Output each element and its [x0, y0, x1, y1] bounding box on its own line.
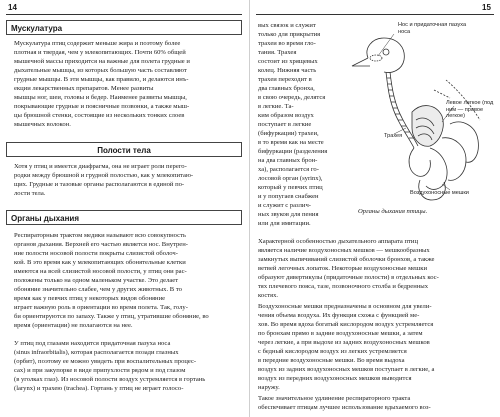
text-line: Характерной особенностью дыхательного аппарата птиц [258, 238, 418, 245]
text-line: екции лекарственных препаратов. Менее развиты [14, 85, 154, 92]
text-line: в передние воздухоносные мешки. Во время выдоха [258, 357, 405, 364]
text-line: состоит из хрящевых [258, 58, 318, 65]
text-line: (larynx) и трахею (trachea). Гортань у птиц не играет голосо- [14, 385, 184, 392]
text-line: образуют дивертикулы (придаточные полости) в отдельных кос- [258, 274, 439, 281]
label-lung: Левое легкое (под ним — правое легкое) [446, 100, 494, 119]
text-line: мышечной массы приходится на важные для полета грудные и [14, 58, 190, 65]
label-nose-sinus: Нос и придаточная пазуха носа [398, 22, 467, 35]
text-line: хов. Во время вдоха богатый кислородом воздух устремляется [258, 321, 434, 328]
text-line: Такое значительное удлинение респираторного тракта [258, 395, 411, 402]
text-line: воздух из задних воздухоносных мешков поступает в легкие, а [258, 366, 435, 373]
text-line: ха), располагается го- [258, 166, 319, 173]
text-line: в то время как на месте [258, 139, 324, 146]
text-line: У птиц под глазами находится придаточная пазуха носа [14, 340, 171, 347]
right-page [250, 0, 500, 417]
text-line: и служит с различ- [258, 202, 311, 209]
text-line: или для имитации. [258, 220, 311, 227]
section-heading-body-cavities: Полости тела [6, 142, 242, 157]
page-number-left: 14 [8, 3, 17, 12]
text-line: который у певчих птиц [258, 184, 323, 191]
text-line: чения объема воздуха. Их функция схожа с функцией ме- [258, 312, 420, 319]
text-line: вых связок и служит [258, 22, 316, 29]
figure-caption: Органы дыхания птицы. [358, 208, 428, 215]
text-line: Воздухоносные мешки предназначены в основном для увели- [258, 303, 432, 310]
text-line: дыхательные мышцы, из которых большую часть составляют [14, 67, 187, 74]
text-line: органов дыхания. Верхней его частью является нос. Внутрен- [14, 241, 188, 248]
text-line: время (ориентации) не полагаются на нее. [14, 322, 133, 329]
text-line: кой. В это время как у млекопитающих обонятельные клетки [14, 259, 186, 266]
text-line: цы брюшной стенки, состоящие из нескольких тонких слоев [14, 112, 185, 119]
text-line: на два главных брон- [258, 157, 318, 164]
text-line: (бифуркации) трахеи, [258, 130, 319, 137]
text-line: Респираторным трактом медики называют всю совокупность [14, 232, 186, 239]
text-line: покрывающие грудные и поясничные позвонки, а также мыш- [14, 103, 190, 110]
text-line: в легкие. Та- [258, 103, 294, 110]
text-line: в свою очередь, делятся [258, 94, 326, 101]
text-line: имеются на всей слизистой носовой полости, у птиц они рас- [14, 268, 187, 275]
text-line: (орбит), поэтому ее можно увидеть при воспалительных процес- [14, 358, 197, 365]
text-line: ных звуков для пения [258, 211, 319, 218]
text-line: бифуркации (разделения [258, 148, 328, 155]
text-line: тания. Трахея [258, 49, 297, 56]
text-line: тях плечевого пояса, тазе, позвоночного столба и бедренных [258, 283, 429, 290]
text-line: обеспечивает птицам лучшее использование вдыхаемого воз- [258, 404, 431, 411]
text-line: поступает в легкие [258, 121, 312, 128]
text-line: наружу. [258, 384, 280, 391]
text-line: би ориентируются по запаху. Также у птиц, утратившие обоняние, во [14, 313, 209, 320]
text-line: играет важную роль в ориентации во время полета. Так, голу- [14, 304, 188, 311]
text-line: замкнутых выпячиваний слизистой оболочки бронхов, а также [258, 256, 435, 263]
text-line: грудные мышцы. В эти мышцы, как правило, и делаются инъ- [14, 76, 189, 83]
text-line: мышечных волокон. [14, 121, 71, 128]
text-line: плотная и твердая, чем у млекопитающих. Почти 60% общей [14, 49, 186, 56]
header-rule [6, 14, 242, 15]
text-line: лости тела. [14, 190, 46, 197]
text-line: положены только на одном маленьком участке. Это делает [14, 277, 179, 284]
text-line: ким образом воздух [258, 112, 314, 119]
text-line: Мускулатура птиц содержит меньше жира и поэтому более [14, 40, 181, 47]
text-line: и у попугаев снабжен [258, 193, 319, 200]
page-number-right: 15 [482, 3, 491, 12]
section-heading-respiratory: Органы дыхания [6, 210, 242, 225]
section-heading-muscles: Мускулатура [6, 20, 242, 35]
text-line: (в уголках глаз). Из носовой полости воздух устремляется в гортань [14, 376, 206, 383]
text-line: лосовой орган (syrinx), [258, 175, 323, 182]
text-line: обоняние значительно слабее, чем у других животных. В то [14, 286, 182, 293]
text-line: ние полости носовой полости покрыты слизистой оболоч- [14, 250, 178, 257]
text-line: через легкие, а при выдохе из задних воздухоносных мешков [258, 339, 430, 346]
text-line: трахеи переходит в [258, 76, 312, 83]
text-line: щих. Грудные и тазовые органы располагаются в единой по- [14, 181, 185, 188]
label-trachea: Трахея [384, 133, 403, 139]
label-air-sacs: Воздухоносные мешки [410, 190, 469, 196]
text-line: с бедный кислородом воздух из легких устремляется [258, 348, 407, 355]
text-line: по бронхам прямо в задние воздухоносные мешки, а затем [258, 330, 423, 337]
text-line: сах) и при закупорке в виде припухлости рядом и под глазом [14, 367, 186, 374]
text-line: (sinus infraorbitalis), которая располагается позади глазных [14, 349, 179, 356]
text-line: время как у певчих птиц у некоторых видов обоняние [14, 295, 166, 302]
text-line: колец. Нижняя часть [258, 67, 317, 74]
text-line: Хотя у птиц и имеется диафрагма, она не играет роли перего- [14, 163, 187, 170]
text-line: только для прикрытия [258, 31, 321, 38]
text-line: ветвей легочных лопаток. Некоторые воздухоносные мешки [258, 265, 427, 272]
text-line: воздух из передних воздухоносных мешков выводится [258, 375, 412, 382]
text-line: родки между брюшной и грудной полостью, как у млекопитаю- [14, 172, 194, 179]
text-line: костях. [258, 292, 279, 299]
text-line: трахеи во время гло- [258, 40, 316, 47]
text-line: два главных бронха, [258, 85, 315, 92]
text-line: мышцы ног, шеи, головы и бедер. Наименее развиты мышцы, [14, 94, 187, 101]
text-line: является наличие воздухоносных мешков — мешкообразных [258, 247, 430, 254]
header-rule [256, 14, 494, 15]
